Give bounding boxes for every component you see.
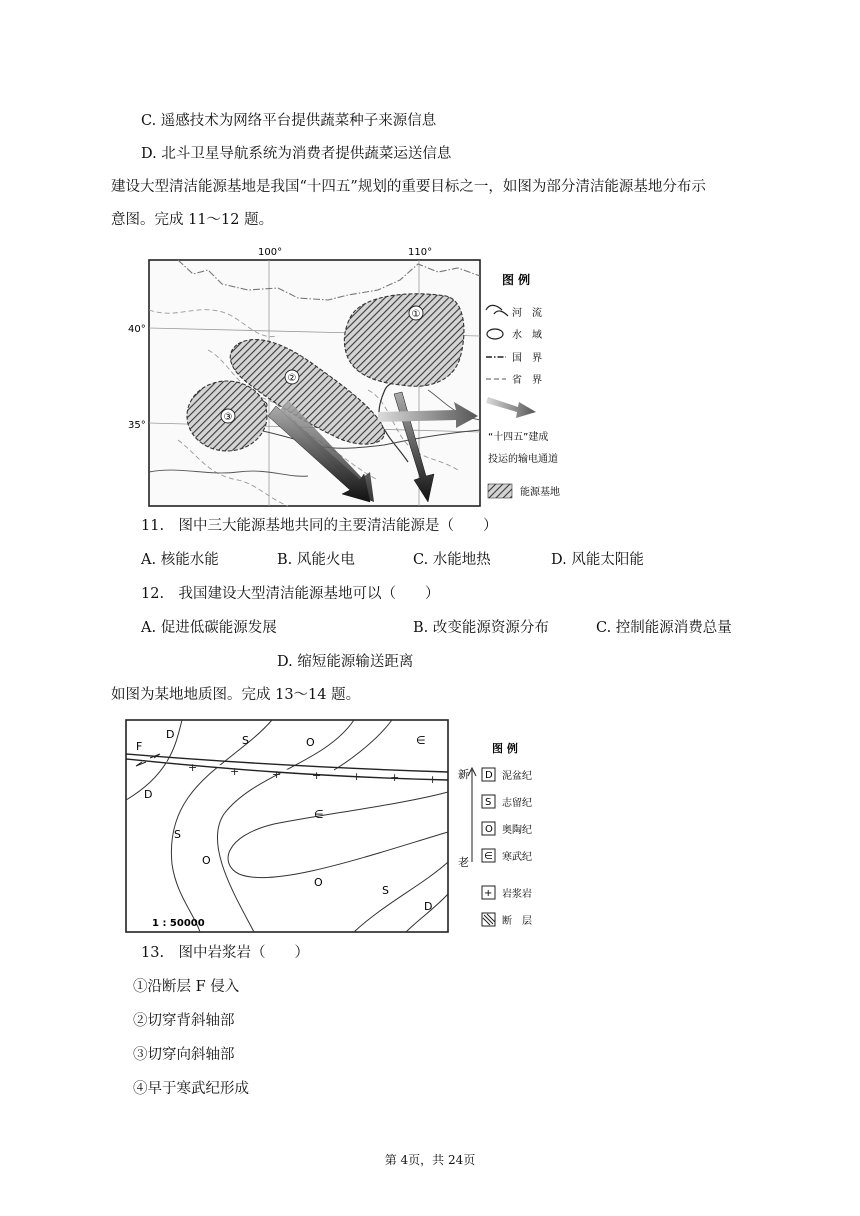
svg-text:+: + <box>352 770 362 783</box>
svg-text:S: S <box>382 884 389 897</box>
svg-text:S: S <box>485 797 492 808</box>
passage-2-line-1: 如图为某地地质图。完成 13～14 题。 <box>111 687 361 703</box>
q12-stem: 12. 我国建设大型清洁能源基地可以（ ） <box>141 586 440 602</box>
q13-item-3: ③切穿向斜轴部 <box>133 1047 235 1063</box>
passage-1-line-1: 建设大型清洁能源基地是我国“十四五”规划的重要目标之一，如图为部分清洁能源基地分布示 <box>111 179 706 195</box>
q12-option-c: C. 控制能源消费总量 <box>596 620 732 636</box>
legend-water-icon <box>487 329 503 339</box>
energy-base-1 <box>344 294 464 386</box>
legend-water-label: 水 域 <box>512 330 542 341</box>
legend-channel-label-1: “十四五”建成 <box>488 432 549 443</box>
legend-border-label: 国 界 <box>512 353 542 364</box>
legend-magma-label: 岩浆岩 <box>502 889 532 900</box>
svg-text:+: + <box>188 761 198 774</box>
svg-text:∈: ∈ <box>314 808 324 821</box>
q12-option-b: B. 改变能源资源分布 <box>413 620 549 636</box>
base-2-label: ② <box>287 373 297 384</box>
q12-option-d: D. 缩短能源输送距离 <box>277 654 414 670</box>
q10-option-c: C. 遥感技术为网络平台提供蔬菜种子来源信息 <box>141 113 437 129</box>
q11-stem: 11. 图中三大能源基地共同的主要清洁能源是（ ） <box>141 518 498 534</box>
q11-option-c: C. 水能地热 <box>413 552 491 568</box>
lon-110-label: 110° <box>408 247 433 258</box>
svg-text:D: D <box>424 900 433 913</box>
svg-text:D: D <box>166 728 175 741</box>
legend-old-label: 老 <box>458 856 469 869</box>
passage-1-line-2: 意图。完成 11～12 题。 <box>111 212 274 228</box>
base-1-label: ① <box>411 309 421 320</box>
legend-base-label: 能源基地 <box>520 487 560 498</box>
q12-option-a: A. 促进低碳能源发展 <box>141 620 277 636</box>
q13-item-4: ④早于寒武纪形成 <box>133 1081 249 1097</box>
legend-province-label: 省 界 <box>512 375 542 386</box>
svg-text:O: O <box>306 736 315 749</box>
svg-text:O: O <box>485 824 493 835</box>
energy-base-map <box>128 240 598 512</box>
svg-text:D: D <box>485 770 493 781</box>
svg-text:志留纪: 志留纪 <box>502 798 532 809</box>
legend-fault-label: 断 层 <box>502 916 532 927</box>
lat-40-label: 40° <box>128 324 146 335</box>
svg-text:S: S <box>174 828 181 841</box>
legend-channel-label-2: 投运的输电通道 <box>488 454 558 465</box>
svg-text:奥陶纪: 奥陶纪 <box>502 825 532 836</box>
map-scale: 1 : 50000 <box>152 918 205 929</box>
svg-text:+: + <box>272 768 282 781</box>
base-3-label: ③ <box>223 412 233 423</box>
q13-item-2: ②切穿背斜轴部 <box>133 1013 235 1029</box>
legend-river-icon <box>486 305 508 316</box>
geologic-map <box>124 714 574 938</box>
legend-magma-symbol: + <box>484 888 493 899</box>
legend-strata <box>482 768 532 863</box>
svg-text:+: + <box>230 765 240 778</box>
legend-base-icon <box>488 484 512 498</box>
q11-option-a: A. 核能水能 <box>141 552 219 568</box>
legend-title: 图 例 <box>502 273 531 287</box>
legend-channel-icon <box>486 397 536 418</box>
q13-stem: 13. 图中岩浆岩（ ） <box>141 945 310 961</box>
q11-option-b: B. 风能火电 <box>277 552 355 568</box>
lon-100-label: 100° <box>258 247 283 258</box>
svg-text:泥盆纪: 泥盆纪 <box>502 771 532 782</box>
q13-item-1: ①沿断层 F 侵入 <box>133 979 240 995</box>
svg-text:D: D <box>144 788 153 801</box>
svg-text:∈: ∈ <box>416 734 426 747</box>
q10-option-d: D. 北斗卫星导航系统为消费者提供蔬菜运送信息 <box>141 146 452 162</box>
legend-new-label: 新 <box>458 768 469 781</box>
legend-river-label: 河 流 <box>512 308 542 319</box>
fault-f-label: F <box>136 740 143 753</box>
geo-legend-title: 图 例 <box>492 742 518 755</box>
lat-35-label: 35° <box>128 420 146 431</box>
page-footer: 第 4页，共 24页 <box>384 1153 476 1167</box>
svg-text:O: O <box>314 876 323 889</box>
svg-text:+: + <box>390 771 400 784</box>
svg-text:+: + <box>312 769 322 782</box>
svg-text:∈: ∈ <box>484 851 493 862</box>
svg-text:S: S <box>242 734 249 747</box>
svg-text:O: O <box>202 854 211 867</box>
q11-option-d: D. 风能太阳能 <box>551 552 644 568</box>
svg-text:寒武纪: 寒武纪 <box>502 852 532 863</box>
svg-text:+: + <box>428 773 438 786</box>
